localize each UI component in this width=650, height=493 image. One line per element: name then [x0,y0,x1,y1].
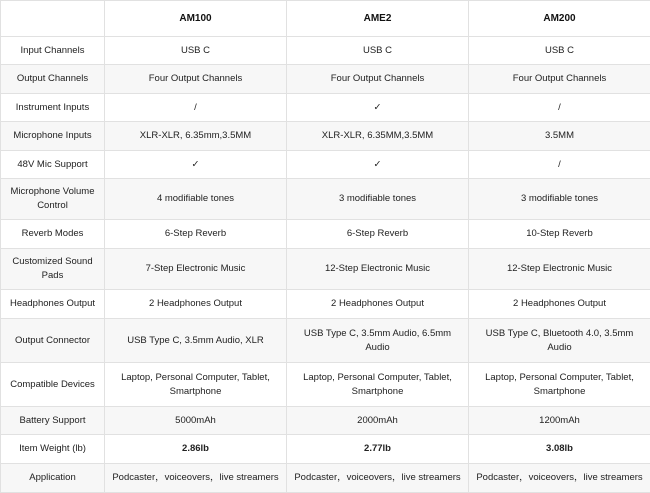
cell-ame2: 2000mAh [287,407,469,435]
cell-am100: XLR-XLR, 6.35mm,3.5MM [105,122,287,151]
cell-am200: Podcaster，voiceovers，live streamers [469,464,650,493]
cell-am200: 3.08lb [469,435,650,464]
table-row [1,37,650,65]
row-label: Microphone Volume Control [1,179,105,220]
row-label: Item Weight (lb) [1,435,105,464]
table-row [1,407,650,435]
cell-ame2: Four Output Channels [287,65,469,94]
cell-ame2: ✓ [287,94,469,122]
cell-am200: 12-Step Electronic Music [469,249,650,290]
row-label: Microphone Inputs [1,122,105,151]
cell-am100: 5000mAh [105,407,287,435]
row-label: Reverb Modes [1,220,105,249]
row-label: Output Channels [1,65,105,94]
table-row [1,65,650,94]
cell-am100: 6-Step Reverb [105,220,287,249]
header-am100: AM100 [105,1,287,37]
cell-am100: USB C [105,37,287,65]
row-label: Compatible Devices [1,363,105,407]
cell-am100: / [105,94,287,122]
table-row [1,319,650,363]
row-label: Input Channels [1,37,105,65]
header-corner [1,1,105,37]
cell-ame2: Podcaster，voiceovers，live streamers [287,464,469,493]
cell-am100: Laptop, Personal Computer, Tablet, Smartphone [105,363,287,407]
table-row [1,122,650,151]
table-row [1,464,650,493]
cell-ame2: 3 modifiable tones [287,179,469,220]
cell-am200: 1200mAh [469,407,650,435]
cell-ame2: ✓ [287,151,469,179]
table-row [1,290,650,319]
row-label: Customized Sound Pads [1,249,105,290]
cell-am100: 7-Step Electronic Music [105,249,287,290]
table-header [1,1,650,37]
cell-am100: 2 Headphones Output [105,290,287,319]
cell-am200: Four Output Channels [469,65,650,94]
cell-ame2: USB C [287,37,469,65]
cell-am100: USB Type C, 3.5mm Audio, XLR [105,319,287,363]
header-ame2: AME2 [287,1,469,37]
table-row [1,94,650,122]
table-row [1,249,650,290]
cell-am100: Four Output Channels [105,65,287,94]
cell-am100: Podcaster，voiceovers，live streamers [105,464,287,493]
cell-ame2: XLR-XLR, 6.35MM,3.5MM [287,122,469,151]
table-row [1,435,650,464]
cell-am200: / [469,151,650,179]
cell-am100: 4 modifiable tones [105,179,287,220]
cell-am100: ✓ [105,151,287,179]
row-label: Battery Support [1,407,105,435]
header-am200: AM200 [469,1,650,37]
table-row [1,363,650,407]
cell-ame2: 2.77lb [287,435,469,464]
header-row [1,1,650,37]
row-label: 48V Mic Support [1,151,105,179]
table-row [1,179,650,220]
table-body [1,37,650,493]
cell-ame2: USB Type C, 3.5mm Audio, 6.5mm Audio [287,319,469,363]
cell-am200: USB Type C, Bluetooth 4.0, 3.5mm Audio [469,319,650,363]
cell-am200: 3.5MM [469,122,650,151]
cell-ame2: 12-Step Electronic Music [287,249,469,290]
cell-ame2: 2 Headphones Output [287,290,469,319]
row-label: Headphones Output [1,290,105,319]
cell-ame2: 6-Step Reverb [287,220,469,249]
cell-am200: 3 modifiable tones [469,179,650,220]
cell-am200: 10-Step Reverb [469,220,650,249]
table-row [1,220,650,249]
cell-ame2: Laptop, Personal Computer, Tablet, Smartphone [287,363,469,407]
cell-am200: 2 Headphones Output [469,290,650,319]
cell-am200: Laptop, Personal Computer, Tablet, Smartphone [469,363,650,407]
cell-am200: USB C [469,37,650,65]
cell-am100: 2.86lb [105,435,287,464]
row-label: Instrument Inputs [1,94,105,122]
cell-am200: / [469,94,650,122]
table-row [1,151,650,179]
row-label: Application [1,464,105,493]
row-label: Output Connector [1,319,105,363]
